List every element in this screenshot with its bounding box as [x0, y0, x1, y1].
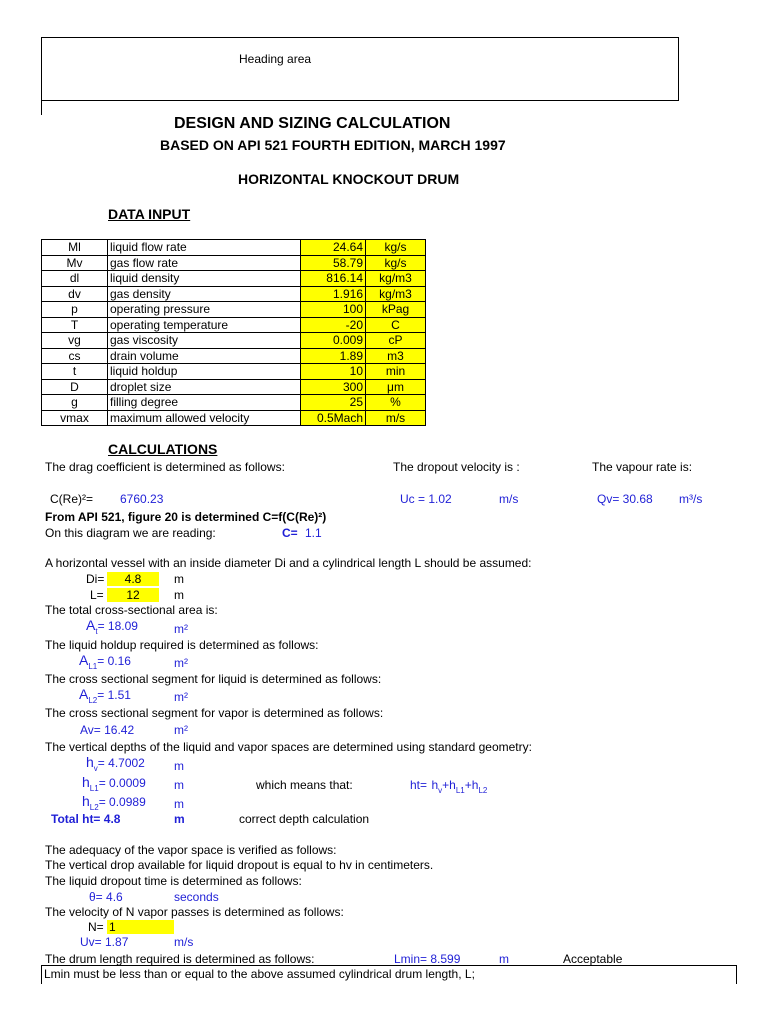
data-cell-desc: liquid flow rate: [108, 240, 301, 256]
lmin-value: Lmin= 8.599: [394, 952, 461, 966]
data-cell-sym: vmax: [42, 410, 108, 426]
based-on-subtitle: BASED ON API 521 FOURTH EDITION, MARCH 1997: [160, 137, 506, 153]
n-label: N=: [88, 920, 104, 934]
hl2-formula: $h_{L2}= 0.0989$: [82, 793, 146, 813]
vapour-rate-text: The vapour rate is:: [592, 460, 693, 474]
av-unit: m²: [174, 723, 188, 737]
correct-depth-text: correct depth calculation: [239, 812, 370, 826]
data-cell-sym: g: [42, 395, 108, 411]
uc-unit: m/s: [499, 492, 519, 506]
data-cell-val: -20: [301, 317, 366, 333]
data-cell-sym: cs: [42, 348, 108, 364]
data-cell-desc: liquid holdup: [108, 364, 301, 380]
vapor-segment-text: The cross sectional segment for vapor is determined as follows:: [45, 706, 384, 720]
calculations-title: CALCULATIONS: [108, 441, 218, 457]
data-cell-unit: kg/m3: [366, 271, 426, 287]
data-row: [42, 271, 426, 287]
main-title: DESIGN AND SIZING CALCULATION: [174, 115, 451, 132]
lmin-unit: m: [499, 952, 509, 966]
data-cell-desc: operating temperature: [108, 317, 301, 333]
n-value: 1: [107, 920, 174, 934]
cre-value: 6760.23: [120, 492, 164, 506]
data-input-title: DATA INPUT: [108, 206, 191, 222]
data-cell-unit: kg/s: [366, 240, 426, 256]
data-row: [42, 348, 426, 364]
qv-value: Qv= 30.68: [597, 492, 653, 506]
data-cell-sym: dv: [42, 286, 108, 302]
di-value: 4.8: [107, 572, 159, 586]
al2-unit: m²: [174, 690, 188, 704]
data-input-table: [41, 239, 426, 426]
data-cell-sym: T: [42, 317, 108, 333]
cre-label: C(Re)²=: [50, 492, 94, 506]
heading-area-label: Heading area: [239, 52, 312, 66]
data-cell-desc: maximum allowed velocity: [108, 410, 301, 426]
total-ht-value: Total ht= 4.8: [51, 812, 121, 826]
data-row: [42, 302, 426, 318]
data-row: [42, 255, 426, 271]
data-row: [42, 364, 426, 380]
drum-length-text: The drum length required is determined as follows:: [45, 952, 315, 966]
data-cell-sym: Mv: [42, 255, 108, 271]
data-cell-val: 10: [301, 364, 366, 380]
data-cell-val: 58.79: [301, 255, 366, 271]
uc-value: Uc = 1.02: [400, 492, 452, 506]
di-label: Di=: [86, 572, 105, 586]
data-cell-unit: m3: [366, 348, 426, 364]
data-cell-unit: kg/m3: [366, 286, 426, 302]
data-row: [42, 395, 426, 411]
acceptable-status: Acceptable: [563, 952, 623, 966]
data-cell-sym: vg: [42, 333, 108, 349]
data-cell-val: 0.009: [301, 333, 366, 349]
vertical-depths-text: The vertical depths of the liquid and vapor spaces are determined using standard geometry:: [45, 740, 532, 754]
data-cell-desc: droplet size: [108, 379, 301, 395]
uv-unit: m/s: [174, 935, 194, 949]
at-unit: m²: [174, 622, 188, 636]
data-cell-val: 100: [301, 302, 366, 318]
total-ht-unit: m: [174, 812, 185, 826]
hv-formula: $h_v= 4.7002$: [86, 754, 145, 774]
dropout-velocity-text: The dropout velocity is :: [393, 460, 520, 474]
data-cell-val: 0.5Mach: [301, 410, 366, 426]
c-label: C=: [282, 526, 298, 540]
av-value: Av= 16.42: [80, 723, 135, 737]
cross-section-text: The total cross-sectional area is:: [45, 603, 218, 617]
note-box: [41, 965, 737, 984]
ht-sum-formula: $ht= h_v+h_{L1}+h_{L2}$: [410, 778, 488, 796]
means-that-text: which means that:: [256, 778, 353, 792]
uv-value: Uv= 1.87: [80, 935, 129, 949]
data-row: [42, 410, 426, 426]
liquid-segment-text: The cross sectional segment for liquid is determined as follows:: [45, 672, 382, 686]
at-formula: $A_t= 18.09$: [86, 617, 138, 637]
lmin-note: Lmin must be less than or equal to the above assumed cylindrical drum length, L;: [44, 967, 475, 981]
data-cell-desc: liquid density: [108, 271, 301, 287]
data-row: [42, 240, 426, 256]
l-value: 12: [107, 588, 159, 602]
data-cell-sym: dl: [42, 271, 108, 287]
data-cell-val: 1.916: [301, 286, 366, 302]
left-margin-line: [41, 99, 42, 115]
data-cell-val: 1.89: [301, 348, 366, 364]
c-value: 1.1: [305, 526, 322, 540]
qv-unit: m³/s: [679, 492, 703, 506]
liquid-holdup-text: The liquid holdup required is determined as follows:: [45, 638, 319, 652]
theta-unit: seconds: [174, 890, 219, 904]
vessel-assumption-text: A horizontal vessel with an inside diameter Di and a cylindrical length L should be assumed:: [45, 556, 532, 570]
data-cell-unit: kg/s: [366, 255, 426, 271]
al1-formula: $A_{L1}= 0.16$: [79, 652, 131, 672]
hl2-unit: m: [174, 797, 184, 811]
data-cell-sym: D: [42, 379, 108, 395]
data-cell-desc: gas viscosity: [108, 333, 301, 349]
heading-area-box: [41, 37, 679, 101]
drag-coefficient-text: The drag coefficient is determined as follows:: [45, 460, 285, 474]
data-cell-desc: filling degree: [108, 395, 301, 411]
adequacy-text: The adequacy of the vapor space is verified as follows:: [45, 843, 337, 857]
data-cell-unit: cP: [366, 333, 426, 349]
data-cell-val: 300: [301, 379, 366, 395]
l-unit: m: [174, 588, 184, 602]
data-cell-sym: p: [42, 302, 108, 318]
data-cell-val: 816.14: [301, 271, 366, 287]
api-figure-text: From API 521, figure 20 is determined C=f(C(Re)²): [45, 510, 327, 524]
al2-formula: $A_{L2}= 1.51$: [79, 686, 131, 706]
data-row: [42, 286, 426, 302]
data-cell-unit: m/s: [366, 410, 426, 426]
data-row: [42, 379, 426, 395]
data-cell-sym: Ml: [42, 240, 108, 256]
data-cell-val: 24.64: [301, 240, 366, 256]
data-cell-unit: C: [366, 317, 426, 333]
hl1-formula: $h_{L1}= 0.0009$: [82, 774, 146, 794]
hl1-unit: m: [174, 778, 184, 792]
data-cell-unit: μm: [366, 379, 426, 395]
data-cell-unit: min: [366, 364, 426, 380]
theta-value: θ= 4.6: [89, 890, 123, 904]
data-row: [42, 317, 426, 333]
data-cell-sym: t: [42, 364, 108, 380]
data-cell-desc: operating pressure: [108, 302, 301, 318]
velocity-passes-text: The velocity of N vapor passes is determined as follows:: [45, 905, 344, 919]
data-cell-desc: gas density: [108, 286, 301, 302]
drum-title: HORIZONTAL KNOCKOUT DRUM: [238, 171, 460, 187]
data-cell-desc: gas flow rate: [108, 255, 301, 271]
l-label: L=: [90, 588, 104, 602]
hv-unit: m: [174, 759, 184, 773]
data-row: [42, 333, 426, 349]
dropout-time-text: The liquid dropout time is determined as follows:: [45, 874, 302, 888]
data-cell-desc: drain volume: [108, 348, 301, 364]
data-cell-unit: kPag: [366, 302, 426, 318]
di-unit: m: [174, 572, 184, 586]
al1-unit: m²: [174, 656, 188, 670]
data-cell-val: 25: [301, 395, 366, 411]
vertical-drop-text: The vertical drop available for liquid dropout is equal to hv in centimeters.: [45, 858, 434, 872]
data-cell-unit: %: [366, 395, 426, 411]
diagram-reading-text: On this diagram we are reading:: [45, 526, 216, 540]
